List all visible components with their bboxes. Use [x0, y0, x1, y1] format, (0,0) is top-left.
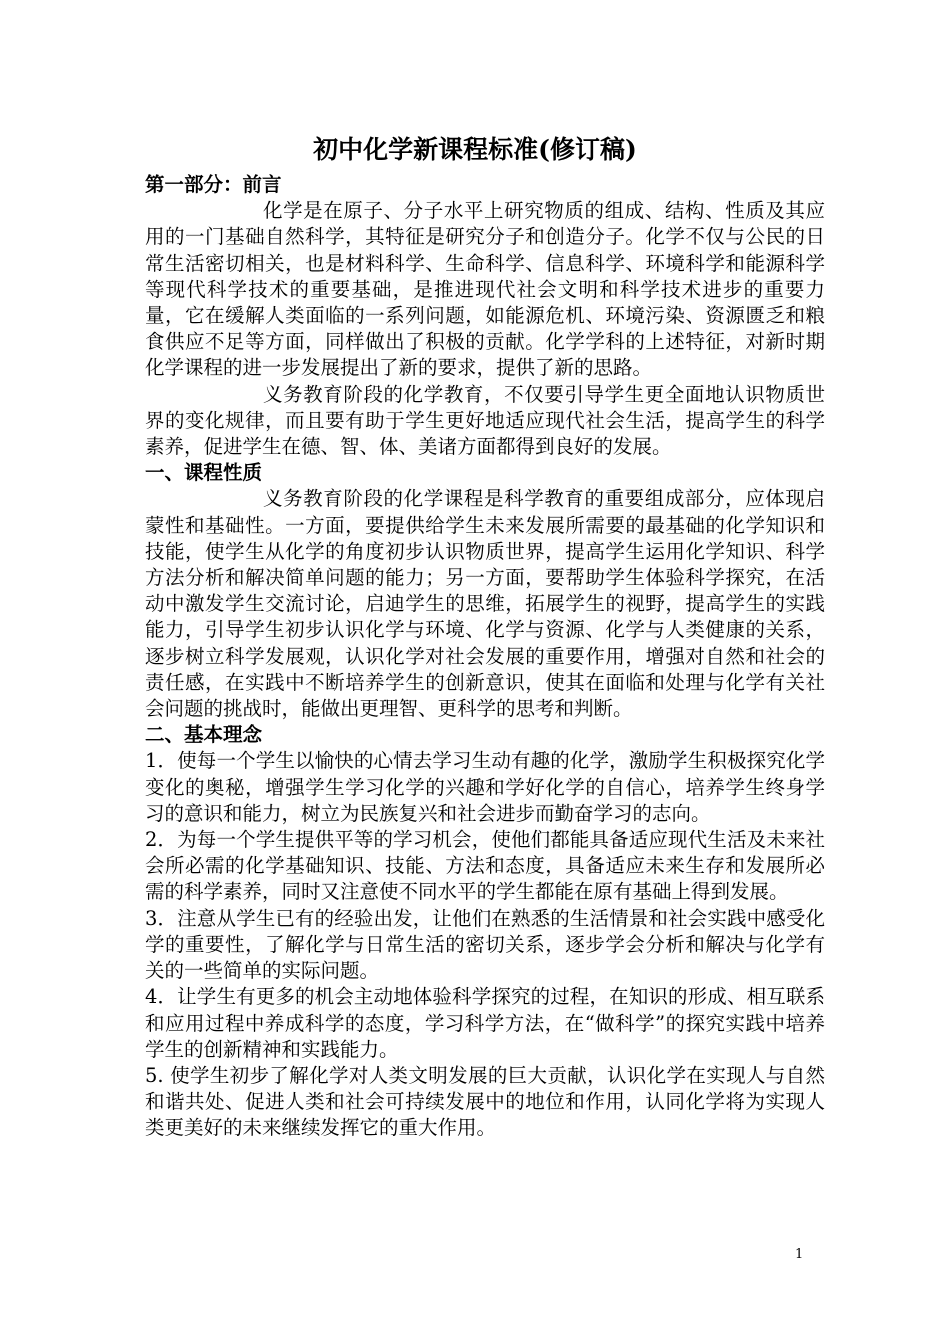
- intro-paragraph-1: 化学是在原子、分子水平上研究物质的组成、结构、性质及其应用的一门基础自然科学，其特征是研究分子和创造分子。化学不仅与公民的日常生活密切相关，也是材料科学、生命科学、信息科学、环境科学和能源科学等现代科学技术的重要基础，是推进现代社会文明和科学技术进步的重要力量，它在缓解人类面临的一系列问题，如能源危机、环境污染、资源匮乏和粮食供应不足等方面，同样做出了积极的贡献。化学学科的上述特征，对新时期化学课程的进一步发展提出了新的要求，提供了新的思路。: [145, 199, 825, 380]
- course-nature-paragraph: 义务教育阶段的化学课程是科学教育的重要组成部分，应体现启蒙性和基础性。一方面，要提供给学生未来发展所需要的最基础的化学知识和技能，使学生从化学的角度初步认识物质世界，提高学生运用化学知识、科学方法分析和解决简单问题的能力；另一方面，要帮助学生体验科学探究，在活动中激发学生交流讨论，启迪学生的思维，拓展学生的视野，提高学生的实践能力，引导学生初步认识化学与环境、化学与资源、化学与人类健康的关系，逐步树立科学发展观，认识化学对社会发展的重要作用，增强对自然和社会的责任感，在实践中不断培养学生的创新意识，使其在面临和处理与化学有关社会问题的挑战时，能做出更理智、更科学的思考和判断。: [145, 487, 825, 721]
- intro-paragraph-2: 义务教育阶段的化学教育，不仅要引导学生更全面地认识物质世界的变化规律，而且要有助于学生更好地适应现代社会生活，提高学生的科学素养，促进学生在德、智、体、美诸方面都得到良好的发展。: [145, 382, 825, 459]
- principle-item-5: 5. 使学生初步了解化学对人类文明发展的巨大贡献，认识化学在实现人与自然和谐共处、促进人类和社会可持续发展中的地位和作用，认同化学将为实现人类更美好的未来继续发挥它的重大作用。: [145, 1063, 825, 1140]
- principle-item-4: 4．让学生有更多的机会主动地体验科学探究的过程，在知识的形成、相互联系和应用过程中养成科学的态度，学习科学方法，在“做科学”的探究实践中培养学生的创新精神和实践能力。: [145, 985, 825, 1061]
- part-one-heading: 第一部分：前言: [145, 173, 282, 196]
- section-two-heading: 二、基本理念: [145, 723, 263, 747]
- page-number: 1: [795, 1247, 804, 1262]
- principle-item-3: 3．注意从学生已有的经验出发，让他们在熟悉的生活情景和社会实践中感受化学的重要性，了解化学与日常生活的密切关系，逐步学会分析和解决与化学有关的一些简单的实际问题。: [145, 906, 825, 983]
- document-body: [145, 172, 825, 1142]
- document-title: 初中化学新课程标准(修订稿): [313, 135, 637, 164]
- principle-item-1: 1．使每一个学生以愉快的心情去学习生动有趣的化学，激励学生积极探究化学变化的奥秘，增强学生学习化学的兴趣和学好化学的自信心，培养学生终身学习的意识和能力，树立为民族复兴和社会进步而勤奋学习的志向。: [145, 749, 825, 825]
- section-one-heading: 一、课程性质: [145, 461, 263, 485]
- principle-item-2: 2．为每一个学生提供平等的学习机会，使他们都能具备适应现代生活及未来社会所必需的化学基础知识、技能、方法和态度，具备适应未来生存和发展所必需的科学素养，同时又注意使不同水平的学生都能在原有基础上得到发展。: [145, 828, 825, 904]
